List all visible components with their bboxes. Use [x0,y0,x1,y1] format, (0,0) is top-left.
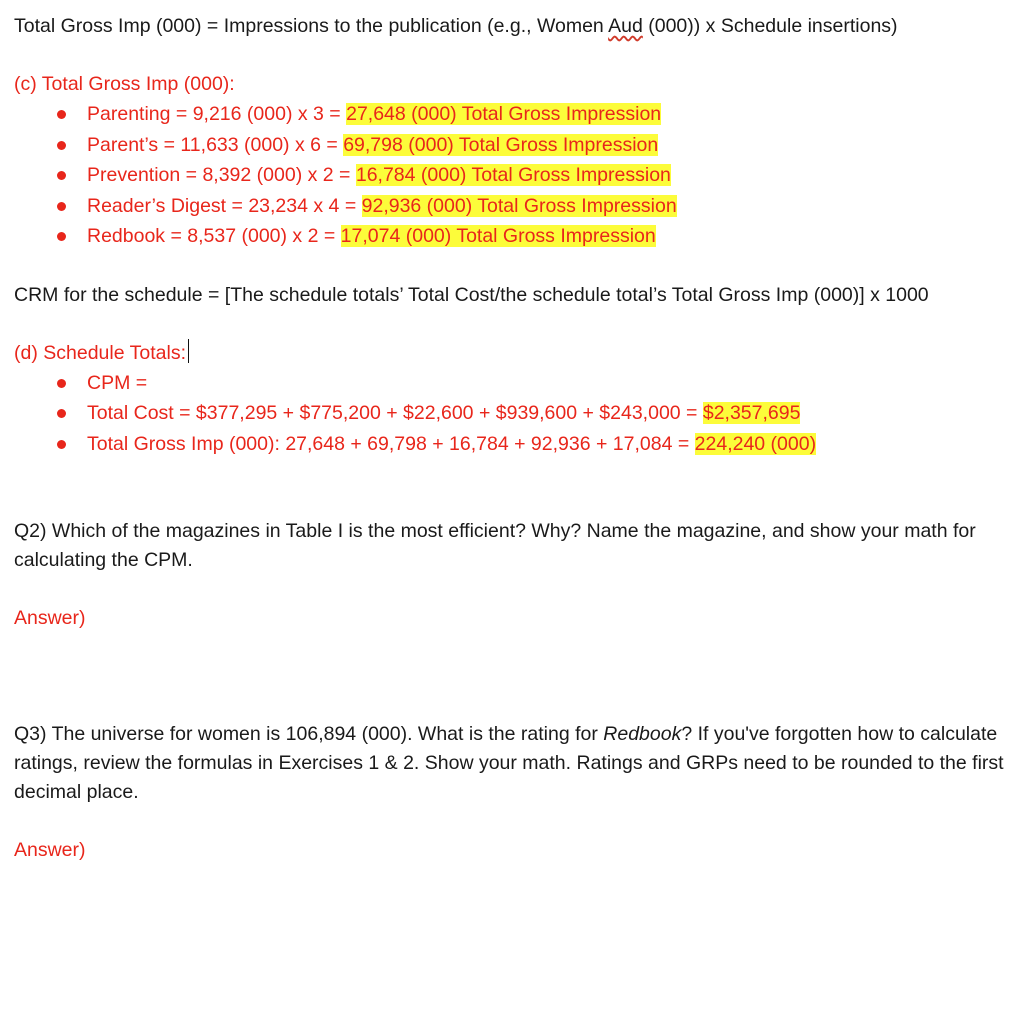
bullet-icon [57,440,66,449]
section-c-list [14,99,1014,252]
q3-question: Q3) The universe for women is 106,894 (000). What is the rating for Redbook? If you've forgotten how to calculate ratings, review the formulas in Exercises 1 & 2. Show your math. Ratings and GRPs need to be rounded to the first decimal place. [14,723,1004,803]
bullet-icon [57,409,66,418]
section-d-heading[interactable]: (d) Schedule Totals: [14,339,1014,368]
intro-text-b: (000)) x Schedule insertions) [642,15,898,37]
list-item: Redbook = 8,537 (000) x 2 = 17,074 (000) Total Gross Impression [14,221,1014,252]
highlighted-result: 69,798 (000) Total Gross Impression [343,133,659,156]
crm-paragraph: CRM for the schedule = [The schedule totals’ Total Cost/the schedule total’s Total Gross Imp (000)] x 1000 [14,283,929,306]
list-item [14,368,1014,399]
q3-answer-label: Answer) [14,839,86,861]
spellcheck-word[interactable]: Aud [608,15,643,37]
section-c-heading: (c) Total Gross Imp (000): [14,73,235,95]
highlighted-result: 92,936 (000) Total Gross Impression [361,194,677,217]
magazine-name: Redbook [603,723,682,745]
document-body [14,12,1014,865]
q2-answer-label: Answer) [14,607,86,629]
section-d-list [14,368,1014,460]
highlighted-result: 17,074 (000) Total Gross Impression [340,225,656,247]
bullet-icon [57,232,66,241]
bullet-icon [57,141,66,150]
intro-paragraph [14,12,1014,41]
bullet-icon [57,110,66,119]
list-item: Parent’s = 11,633 (000) x 6 = 69,798 (000) Total Gross Impression [14,130,1014,161]
highlighted-result: $2,357,695 [702,402,801,424]
bullet-icon [57,171,66,180]
bullet-icon [57,379,66,388]
list-item: Prevention = 8,392 (000) x 2 = 16,784 (000) Total Gross Impression [14,160,1014,191]
list-item: Parenting = 9,216 (000) x 3 = 27,648 (000) Total Gross Impression [14,99,1014,130]
text-cursor [188,339,189,363]
q2-question: Q2) Which of the magazines in Table I is the most efficient? Why? Name the magazine, and show your math for calculating the CPM. [14,520,976,571]
highlighted-result: 16,784 (000) Total Gross Impression [355,164,671,186]
list-item: Total Cost = $377,295 + $775,200 + $22,600 + $939,600 + $243,000 = $2,357,695 [14,398,1014,429]
cpm-line: CPM = [87,371,148,394]
list-item: Reader’s Digest = 23,234 x 4 = 92,936 (000) Total Gross Impression [14,191,1014,222]
highlighted-result: 27,648 (000) Total Gross Impression [346,103,662,125]
bullet-icon [57,202,66,211]
highlighted-result: 224,240 (000) [694,432,817,455]
intro-text-a: Total Gross Imp (000) = Impressions to the publication (e.g., Women [14,15,609,37]
list-item: Total Gross Imp (000): 27,648 + 69,798 + 16,784 + 92,936 + 17,084 = 224,240 (000) [14,429,1014,460]
